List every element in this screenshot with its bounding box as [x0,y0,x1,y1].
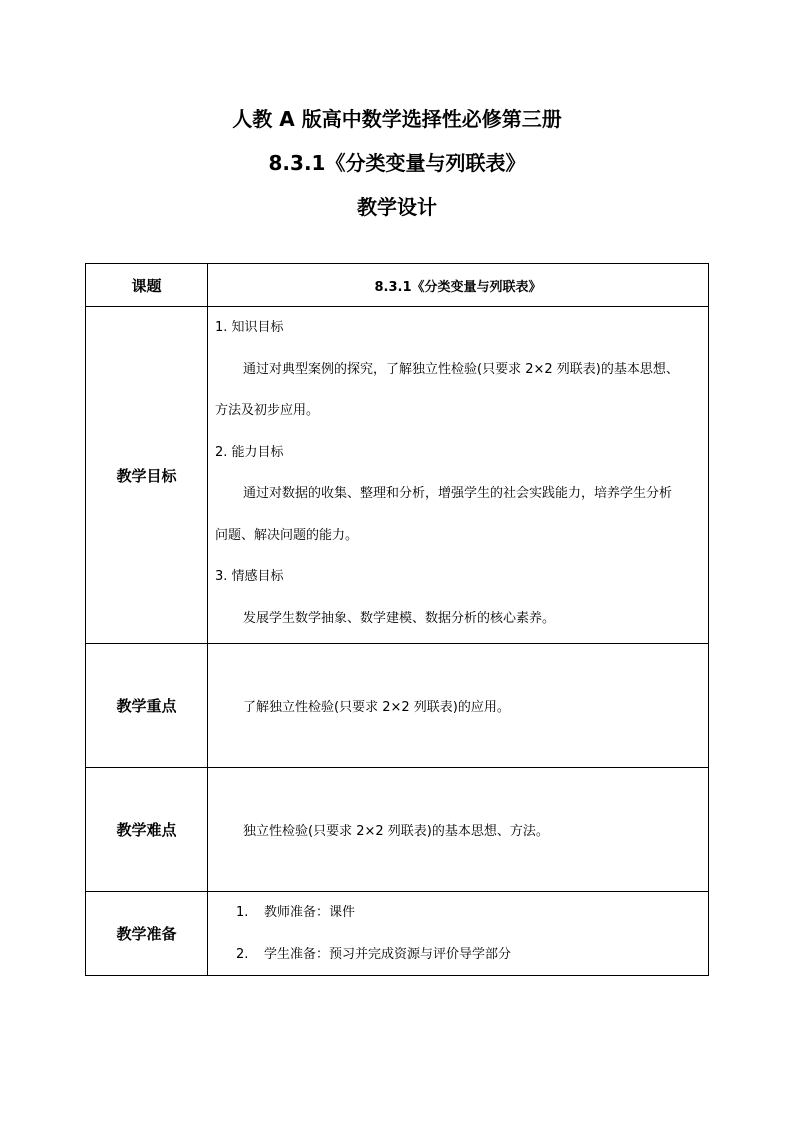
preparation-label: 教学准备 [86,892,208,976]
list-item [208,892,708,934]
objectives-content [208,307,709,644]
table-row-difficulties [86,768,709,892]
table-row-preparation [86,892,709,976]
key-points-text: 了解独立性检验(只要求 2×2 列联表)的应用。 [243,700,510,715]
title-lesson: 8.3.1《分类变量与列联表》 [268,151,526,175]
objective-text: 问题、解决问题的能力。 [215,527,359,543]
objective-text: 通过对数据的收集、整理和分析，增强学生的社会实践能力，培养学生分析 [243,486,673,501]
key-points-content [208,644,709,768]
preparation-content [208,892,709,976]
objective-text: 通过对典型案例的探究，了解独立性检验(只要求 2×2 列联表)的基本思想、 [243,361,679,377]
topic-label: 课题 [86,264,208,307]
objective-text: 方法及初步应用。 [215,403,320,418]
title-textbook: 人教 A 版高中数学选择性必修第三册 [232,107,562,131]
difficulties-label: 教学难点 [86,768,208,892]
lesson-plan-table [85,263,709,976]
difficulties-text: 独立性检验(只要求 2×2 列联表)的基本思想、方法。 [243,824,549,839]
topic-value: 8.3.1《分类变量与列联表》 [208,264,709,307]
list-item-number: 1. [236,905,249,920]
table-row-key-points [86,644,709,768]
objective-heading-emotion: 3. 情感目标 [215,569,284,584]
objective-text: 发展学生数学抽象、数学建模、数据分析的核心素养。 [243,610,556,626]
list-item-text: 教师准备：课件 [264,905,356,920]
document-title-block [0,103,794,235]
table-row-objectives [86,307,709,644]
objective-heading-knowledge: 1. 知识目标 [215,320,284,335]
list-item-text: 学生准备：预习并完成资源与评价导学部分 [264,946,512,962]
key-points-label: 教学重点 [86,644,208,768]
objective-heading-ability: 2. 能力目标 [215,444,284,460]
difficulties-content [208,768,709,892]
table-row-topic [86,264,709,307]
list-item [208,934,708,976]
title-doc-type: 教学设计 [357,195,437,219]
objectives-label: 教学目标 [86,307,208,644]
list-item-number: 2. [236,946,249,962]
